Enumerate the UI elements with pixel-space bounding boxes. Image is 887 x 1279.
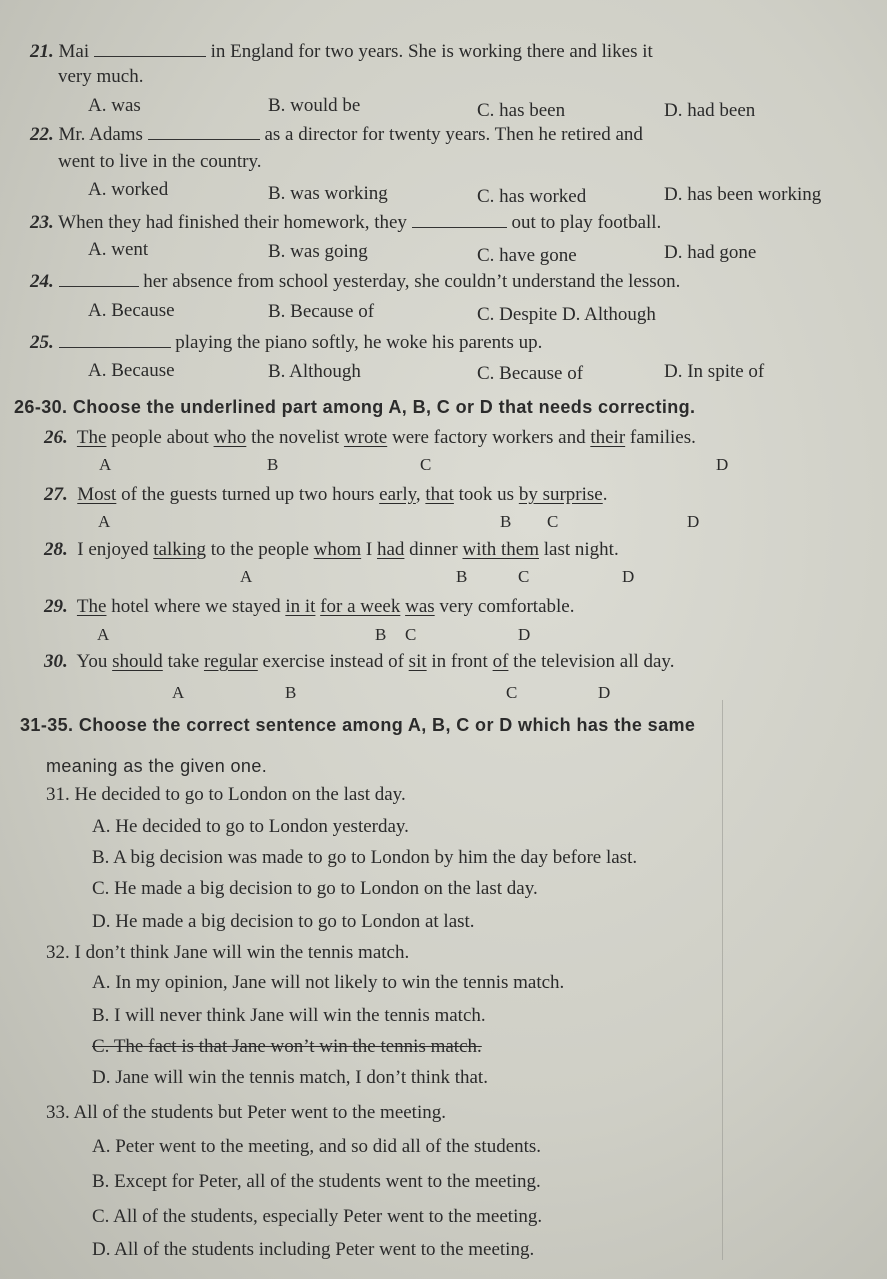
question-text: Mai	[58, 41, 90, 62]
underlined-part-b: whom	[313, 539, 362, 560]
underlined-part-a: The	[76, 596, 107, 617]
option-c: C. has worked	[477, 186, 587, 207]
question-text: Mr. Adams	[58, 124, 143, 145]
underlined-part-c: wrote	[343, 427, 388, 448]
question-text: dinner	[404, 539, 463, 560]
question-text: hotel where we stayed	[106, 596, 286, 617]
underlined-part-d: with them	[462, 539, 539, 560]
question-text: playing the piano softly, he woke his parents up.	[175, 332, 543, 353]
question-22-line1	[30, 125, 643, 144]
option-b: B. was working	[268, 183, 388, 204]
part-letter-b: B	[500, 512, 512, 531]
option-c: C. have gone	[477, 245, 577, 266]
part-letter-c: C	[405, 625, 417, 644]
question-33-stem: 33. All of the students but Peter went to the meeting.	[46, 1102, 446, 1123]
question-32-stem: 32. I don’t think Jane will win the tennis match.	[46, 942, 410, 963]
option-a: A. was	[88, 95, 141, 116]
question-21-line2: very much.	[58, 66, 144, 87]
question-22-line2: went to live in the country.	[58, 151, 262, 172]
answer-blank	[94, 42, 206, 57]
question-29	[44, 597, 574, 616]
question-text: When they had finished their homework, they	[58, 212, 407, 233]
question-number: 25.	[30, 332, 54, 353]
question-text: of the guests turned up two hours	[116, 484, 380, 505]
option-c-d: C. Despite D. Although	[477, 304, 656, 325]
question-31-stem: 31. He decided to go to London on the last day.	[46, 784, 406, 805]
underlined-part-c: sit	[408, 651, 427, 672]
answer-blank	[412, 213, 507, 228]
part-letter-a: A	[240, 567, 253, 586]
part-letter-d: D	[687, 512, 700, 531]
question-21-line1	[30, 42, 653, 61]
question-text: .	[602, 484, 608, 505]
part-letter-a: A	[98, 512, 111, 531]
option-a: A. In my opinion, Jane will not likely to win the tennis match.	[92, 972, 565, 993]
part-letter-c: C	[420, 455, 432, 474]
question-text: the television all day.	[508, 651, 675, 672]
question-number: 24.	[30, 271, 54, 292]
question-number: 27.	[44, 484, 68, 505]
option-a: A. Because	[88, 360, 175, 381]
question-number: 22.	[30, 124, 54, 145]
question-number: 29.	[44, 596, 68, 617]
part-letter-d: D	[598, 683, 611, 702]
part-letter-a: A	[172, 683, 185, 702]
option-a: A. went	[88, 239, 149, 260]
question-25-line1	[30, 333, 542, 352]
underlined-part-c: for a week	[320, 596, 401, 617]
underlined-part-a: The	[76, 427, 107, 448]
option-d: D. All of the students including Peter went to the meeting.	[92, 1239, 535, 1260]
option-d: D. had been	[664, 100, 756, 121]
question-text: I enjoyed	[77, 539, 154, 560]
option-c: C. All of the students, especially Peter went to the meeting.	[92, 1206, 543, 1227]
underlined-part-b: early	[379, 484, 416, 505]
underlined-part-d: by surprise	[518, 484, 603, 505]
question-text: in front	[426, 651, 493, 672]
option-b: B. Because of	[268, 301, 375, 322]
part-letter-c: C	[547, 512, 559, 531]
question-28	[44, 540, 619, 559]
option-b: B. A big decision was made to go to London by him the day before last.	[92, 847, 638, 868]
question-text: exercise instead of	[257, 651, 409, 672]
option-d: D. He made a big decision to go to London at last.	[92, 911, 475, 932]
answer-blank	[59, 272, 139, 287]
option-c: C. Because of	[477, 363, 584, 384]
underlined-part-b: who	[213, 427, 247, 448]
section-heading-31-35: 31-35. Choose the correct sentence among A, B, C or D which has the same	[20, 715, 696, 735]
part-letter-c: C	[518, 567, 530, 586]
section-heading-31-35-cont: meaning as the given one.	[46, 756, 268, 776]
option-a: A. He decided to go to London yesterday.	[92, 816, 409, 837]
question-text: the novelist	[246, 427, 344, 448]
option-b: B. would be	[268, 95, 361, 116]
question-text: in England for two years. She is working there and likes it	[210, 41, 653, 62]
part-letter-a: A	[97, 625, 110, 644]
question-24-line1	[30, 272, 680, 291]
question-26	[44, 428, 696, 447]
question-text: were factory workers and	[387, 427, 591, 448]
underlined-part-a: Most	[77, 484, 117, 505]
part-letter-d: D	[518, 625, 531, 644]
question-text: people about	[106, 427, 214, 448]
part-letter-b: B	[267, 455, 279, 474]
part-letter-b: B	[456, 567, 468, 586]
page-fold-line	[722, 700, 723, 1260]
question-number: 28.	[44, 539, 68, 560]
part-letter-b: B	[285, 683, 297, 702]
underlined-part-a: should	[112, 651, 163, 672]
option-c: C. He made a big decision to go to London on the last day.	[92, 878, 538, 899]
question-23-line1	[30, 213, 661, 232]
option-d: D. has been working	[664, 184, 822, 205]
question-number: 23.	[30, 212, 54, 233]
part-letter-a: A	[99, 455, 112, 474]
option-c: C. The fact is that Jane won’t win the tennis match.	[92, 1036, 482, 1057]
part-letter-b: B	[375, 625, 387, 644]
question-text: You	[76, 651, 113, 672]
underlined-part-a: talking	[153, 539, 207, 560]
option-a: A. Because	[88, 300, 175, 321]
underlined-part-d: their	[590, 427, 626, 448]
question-number: 26.	[44, 427, 68, 448]
question-text: her absence from school yesterday, she couldn’t understand the lesson.	[143, 271, 681, 292]
question-text: took us	[453, 484, 519, 505]
question-text: ,	[415, 484, 426, 505]
option-b: B. Except for Peter, all of the students went to the meeting.	[92, 1171, 541, 1192]
question-number: 30.	[44, 651, 68, 672]
section-heading-26-30: 26-30. Choose the underlined part among A, B, C or D that needs correcting.	[14, 397, 696, 417]
question-text: families.	[625, 427, 696, 448]
question-text: very comfortable.	[434, 596, 575, 617]
question-27	[44, 485, 607, 504]
underlined-part-d: was	[405, 596, 435, 617]
underlined-part-d: of	[492, 651, 509, 672]
option-b: B. I will never think Jane will win the tennis match.	[92, 1005, 486, 1026]
option-c: C. has been	[477, 100, 566, 121]
question-text: out to play football.	[511, 212, 662, 233]
option-a: A. Peter went to the meeting, and so did all of the students.	[92, 1136, 542, 1157]
part-letter-d: D	[716, 455, 729, 474]
underlined-part-b: in it	[285, 596, 316, 617]
option-b: B. was going	[268, 241, 368, 262]
part-letter-d: D	[622, 567, 635, 586]
part-letter-c: C	[506, 683, 518, 702]
option-d: D. Jane will win the tennis match, I don’t think that.	[92, 1067, 488, 1088]
option-a: A. worked	[88, 179, 169, 200]
answer-blank	[148, 125, 260, 140]
underlined-part-b: regular	[203, 651, 258, 672]
underlined-part-c: that	[425, 484, 454, 505]
answer-blank	[59, 333, 171, 348]
question-30	[44, 652, 674, 671]
question-text: to the people	[206, 539, 314, 560]
option-b: B. Although	[268, 361, 361, 382]
question-text: as a director for twenty years. Then he retired and	[264, 124, 643, 145]
question-text: take	[162, 651, 204, 672]
question-text: I	[361, 539, 377, 560]
question-number: 21.	[30, 41, 54, 62]
option-d: D. In spite of	[664, 361, 765, 382]
question-text: last night.	[539, 539, 619, 560]
underlined-part-c: had	[376, 539, 405, 560]
option-d: D. had gone	[664, 242, 757, 263]
